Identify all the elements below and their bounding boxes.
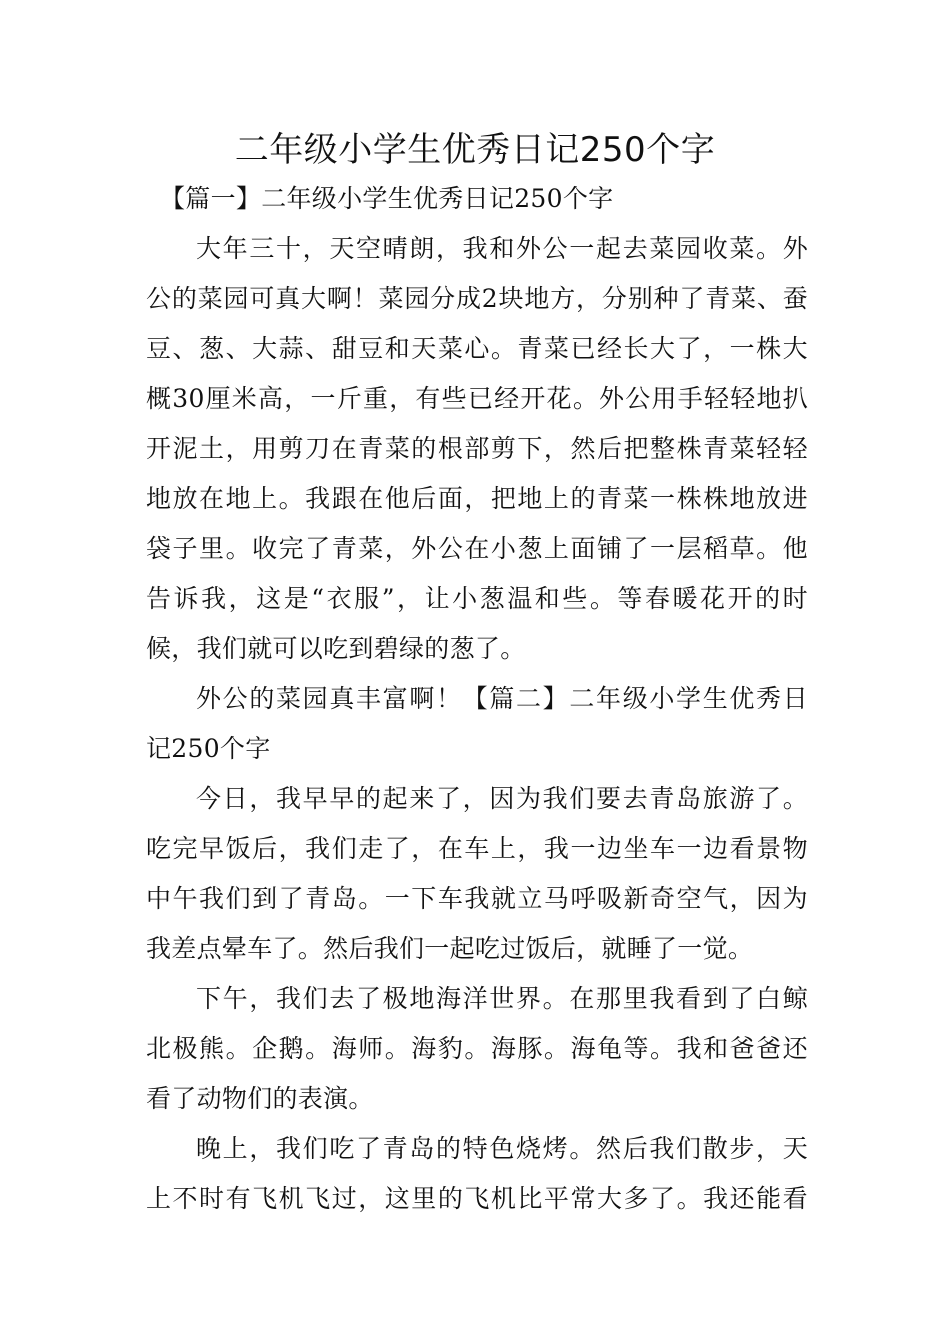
text-line: 告诉我，这是“衣服”，让小葱温和些。等春暖花开的时 <box>146 584 808 613</box>
text-line: 地放在地上。我跟在他后面，把地上的青菜一株株地放进 <box>146 484 808 513</box>
text-line: 下午，我们去了极地海洋世界。在那里我看到了白鲸 <box>196 984 808 1013</box>
text-line: 袋子里。收完了青菜，外公在小葱上面铺了一层稻草。他 <box>146 534 808 563</box>
text-line: 记250个字 <box>146 734 271 763</box>
text-line: 豆、葱、大蒜、甜豆和天菜心。青菜已经长大了，一株大 <box>146 334 808 363</box>
text-line: 吃完早饭后，我们走了，在车上，我一边坐车一边看景物 <box>146 834 808 863</box>
text-line: 公的菜园可真大啊！菜园分成2块地方，分别种了青菜、蚕 <box>146 284 808 313</box>
text-line: 候，我们就可以吃到碧绿的葱了。 <box>146 634 526 663</box>
text-line: 概30厘米高，一斤重，有些已经开花。外公用手轻轻地扒 <box>146 384 808 413</box>
text-line: 晚上，我们吃了青岛的特色烧烤。然后我们散步，天 <box>196 1134 808 1163</box>
section-heading-1: 【篇一】二年级小学生优秀日记250个字 <box>160 184 614 213</box>
text-line: 上不时有飞机飞过，这里的飞机比平常大多了。我还能看 <box>146 1184 808 1213</box>
text-line: 中午我们到了青岛。一下车我就立马呼吸新奇空气，因为 <box>146 884 808 913</box>
text-line: 北极熊。企鹅。海师。海豹。海豚。海龟等。我和爸爸还 <box>146 1034 808 1063</box>
text-line: 外公的菜园真丰富啊！【篇二】二年级小学生优秀日 <box>196 684 808 713</box>
document-title: 二年级小学生优秀日记250个字 <box>234 130 716 170</box>
text-line: 看了动物们的表演。 <box>146 1084 374 1113</box>
text-line: 今日，我早早的起来了，因为我们要去青岛旅游了。 <box>196 784 808 813</box>
text-line: 我差点晕车了。然后我们一起吃过饭后，就睡了一觉。 <box>146 934 754 963</box>
text-line: 开泥土，用剪刀在青菜的根部剪下，然后把整株青菜轻轻 <box>146 434 808 463</box>
text-line: 大年三十，天空晴朗，我和外公一起去菜园收菜。外 <box>196 234 808 263</box>
